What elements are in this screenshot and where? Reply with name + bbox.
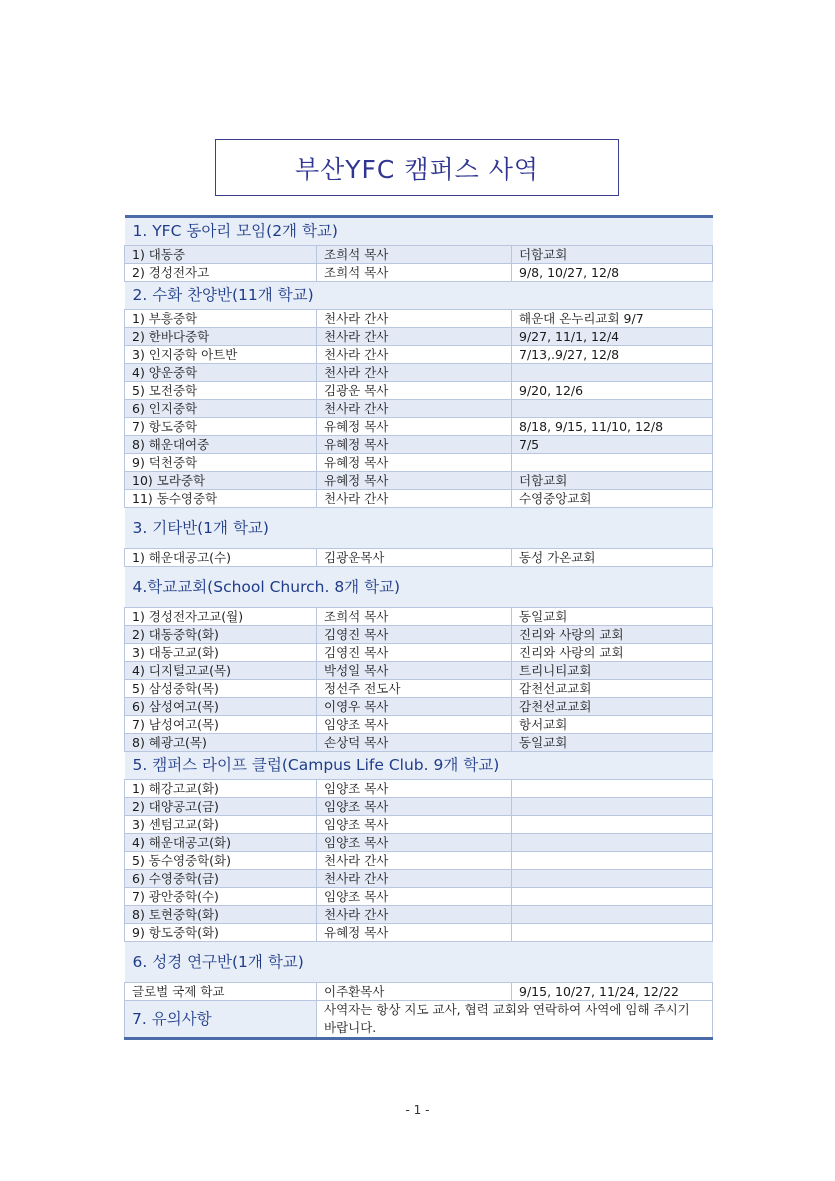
section-heading: 6. 성경 연구반(1개 학교)	[125, 942, 713, 983]
school-cell: 4) 해운대공고(화)	[125, 834, 317, 852]
school-cell: 글로벌 국제 학교	[125, 983, 317, 1001]
table-row	[125, 436, 713, 454]
school-cell: 11) 동수영중학	[125, 490, 317, 508]
school-cell: 9) 덕천중학	[125, 454, 317, 472]
notice-heading: 7. 유의사항	[125, 1001, 317, 1039]
page-number: - 1 -	[405, 1103, 430, 1117]
note-cell: 감천선교교회	[512, 698, 713, 716]
note-cell	[512, 454, 713, 472]
school-cell: 2) 한바다중학	[125, 328, 317, 346]
table-row	[125, 906, 713, 924]
school-cell: 6) 삼성여고(목)	[125, 698, 317, 716]
notice-text: 사역자는 항상 지도 교사, 협력 교회와 연락하여 사역에 임해 주시기 바랍니다.	[317, 1001, 713, 1039]
school-cell: 6) 수영중학(금)	[125, 870, 317, 888]
note-cell: 9/8, 10/27, 12/8	[512, 264, 713, 282]
section-heading: 5. 캠퍼스 라이프 클럽(Campus Life Club. 9개 학교)	[125, 752, 713, 780]
school-cell: 2) 경성전자고	[125, 264, 317, 282]
table-row	[125, 246, 713, 264]
leader-cell: 임양조 목사	[317, 816, 512, 834]
school-cell: 5) 모전중학	[125, 382, 317, 400]
leader-cell: 천사라 간사	[317, 400, 512, 418]
leader-cell: 천사라 간사	[317, 870, 512, 888]
leader-cell: 천사라 간사	[317, 364, 512, 382]
leader-cell: 조희석 목사	[317, 608, 512, 626]
note-cell: 7/5	[512, 436, 713, 454]
note-cell: 항서교회	[512, 716, 713, 734]
leader-cell: 유혜정 목사	[317, 924, 512, 942]
school-cell: 2) 대양공고(금)	[125, 798, 317, 816]
leader-cell: 임양조 목사	[317, 798, 512, 816]
leader-cell: 임양조 목사	[317, 780, 512, 798]
leader-cell: 임양조 목사	[317, 888, 512, 906]
table-row	[125, 264, 713, 282]
school-cell: 3) 센텀고교(화)	[125, 816, 317, 834]
leader-cell: 유혜정 목사	[317, 472, 512, 490]
note-cell: 감천선교교회	[512, 680, 713, 698]
leader-cell: 정선주 전도사	[317, 680, 512, 698]
leader-cell: 이영우 목사	[317, 698, 512, 716]
school-cell: 5) 삼성중학(목)	[125, 680, 317, 698]
table-row	[125, 698, 713, 716]
table-row	[125, 400, 713, 418]
table-row	[125, 418, 713, 436]
leader-cell: 천사라 간사	[317, 328, 512, 346]
note-cell	[512, 906, 713, 924]
table-row	[125, 983, 713, 1001]
table-row	[125, 490, 713, 508]
school-cell: 5) 동수영중학(화)	[125, 852, 317, 870]
leader-cell: 이주환목사	[317, 983, 512, 1001]
leader-cell: 유혜정 목사	[317, 418, 512, 436]
table-row	[125, 680, 713, 698]
note-cell: 트리니티교회	[512, 662, 713, 680]
school-cell: 1) 해운대공고(수)	[125, 549, 317, 567]
section-heading-row	[125, 942, 713, 983]
note-cell: 7/13,.9/27, 12/8	[512, 346, 713, 364]
leader-cell: 조희석 목사	[317, 264, 512, 282]
note-cell	[512, 780, 713, 798]
table-row	[125, 549, 713, 567]
table-row	[125, 834, 713, 852]
table-row	[125, 644, 713, 662]
leader-cell: 손상덕 목사	[317, 734, 512, 752]
school-cell: 4) 디지털고교(목)	[125, 662, 317, 680]
school-cell: 4) 양운중학	[125, 364, 317, 382]
section-heading: 2. 수화 찬양반(11개 학교)	[125, 282, 713, 310]
table-row	[125, 870, 713, 888]
note-cell	[512, 852, 713, 870]
table-row	[125, 608, 713, 626]
section-heading-row	[125, 508, 713, 549]
table-row	[125, 816, 713, 834]
note-cell: 더함교회	[512, 472, 713, 490]
note-cell: 동성 가온교회	[512, 549, 713, 567]
note-cell: 9/20, 12/6	[512, 382, 713, 400]
note-cell: 동일교회	[512, 608, 713, 626]
leader-cell: 천사라 간사	[317, 852, 512, 870]
note-cell: 더함교회	[512, 246, 713, 264]
school-cell: 8) 혜광고(목)	[125, 734, 317, 752]
school-cell: 1) 해강고교(화)	[125, 780, 317, 798]
school-cell: 1) 경성전자고교(월)	[125, 608, 317, 626]
leader-cell: 김광운목사	[317, 549, 512, 567]
section-heading: 4.학교교회(School Church. 8개 학교)	[125, 567, 713, 608]
note-cell: 동일교회	[512, 734, 713, 752]
section-heading: 1. YFC 동아리 모임(2개 학교)	[125, 217, 713, 246]
leader-cell: 김영진 목사	[317, 626, 512, 644]
table-row	[125, 454, 713, 472]
leader-cell: 김영진 목사	[317, 644, 512, 662]
note-cell: 수영중앙교회	[512, 490, 713, 508]
table-row	[125, 346, 713, 364]
school-cell: 6) 인지중학	[125, 400, 317, 418]
school-cell: 1) 대동중	[125, 246, 317, 264]
school-cell: 10) 모라중학	[125, 472, 317, 490]
leader-cell: 천사라 간사	[317, 906, 512, 924]
table-row	[125, 364, 713, 382]
section-heading-row	[125, 567, 713, 608]
note-cell: 9/27, 11/1, 12/4	[512, 328, 713, 346]
leader-cell: 천사라 간사	[317, 310, 512, 328]
note-cell: 9/15, 10/27, 11/24, 12/22	[512, 983, 713, 1001]
school-cell: 1) 부흥중학	[125, 310, 317, 328]
school-cell: 7) 광안중학(수)	[125, 888, 317, 906]
leader-cell: 천사라 간사	[317, 346, 512, 364]
note-cell	[512, 870, 713, 888]
leader-cell: 조희석 목사	[317, 246, 512, 264]
note-cell	[512, 816, 713, 834]
school-cell: 8) 토현중학(화)	[125, 906, 317, 924]
leader-cell: 유혜정 목사	[317, 436, 512, 454]
table-row	[125, 310, 713, 328]
section-heading-row	[125, 752, 713, 780]
school-cell: 3) 대동고교(화)	[125, 644, 317, 662]
table-row	[125, 798, 713, 816]
table-row	[125, 328, 713, 346]
table-row	[125, 852, 713, 870]
table-row	[125, 472, 713, 490]
note-cell	[512, 798, 713, 816]
section-heading-row	[125, 217, 713, 246]
leader-cell: 천사라 간사	[317, 490, 512, 508]
page-title: 부산YFC 캠퍼스 사역	[294, 154, 540, 184]
school-cell: 3) 인지중학 아트반	[125, 346, 317, 364]
leader-cell: 유혜정 목사	[317, 454, 512, 472]
note-cell	[512, 924, 713, 942]
table-row	[125, 716, 713, 734]
note-cell	[512, 834, 713, 852]
ministry-table	[124, 215, 713, 1040]
note-cell: 진리와 사랑의 교회	[512, 626, 713, 644]
leader-cell: 박성일 목사	[317, 662, 512, 680]
table-row	[125, 662, 713, 680]
table-row	[125, 780, 713, 798]
note-cell: 해운대 온누리교회 9/7	[512, 310, 713, 328]
note-cell: 8/18, 9/15, 11/10, 12/8	[512, 418, 713, 436]
note-cell	[512, 400, 713, 418]
section-heading-row	[125, 282, 713, 310]
leader-cell: 임양조 목사	[317, 716, 512, 734]
school-cell: 7) 항도중학	[125, 418, 317, 436]
note-cell: 진리와 사랑의 교회	[512, 644, 713, 662]
leader-cell: 김광운 목사	[317, 382, 512, 400]
school-cell: 2) 대동중학(화)	[125, 626, 317, 644]
school-cell: 9) 항도중학(화)	[125, 924, 317, 942]
leader-cell: 임양조 목사	[317, 834, 512, 852]
note-cell	[512, 888, 713, 906]
title-box	[215, 139, 619, 196]
table-row	[125, 626, 713, 644]
section-heading: 3. 기타반(1개 학교)	[125, 508, 713, 549]
notice-row	[125, 1001, 713, 1039]
school-cell: 8) 해운대여중	[125, 436, 317, 454]
table-row	[125, 734, 713, 752]
table-row	[125, 924, 713, 942]
note-cell	[512, 364, 713, 382]
table-row	[125, 888, 713, 906]
table-row	[125, 382, 713, 400]
school-cell: 7) 남성여고(목)	[125, 716, 317, 734]
